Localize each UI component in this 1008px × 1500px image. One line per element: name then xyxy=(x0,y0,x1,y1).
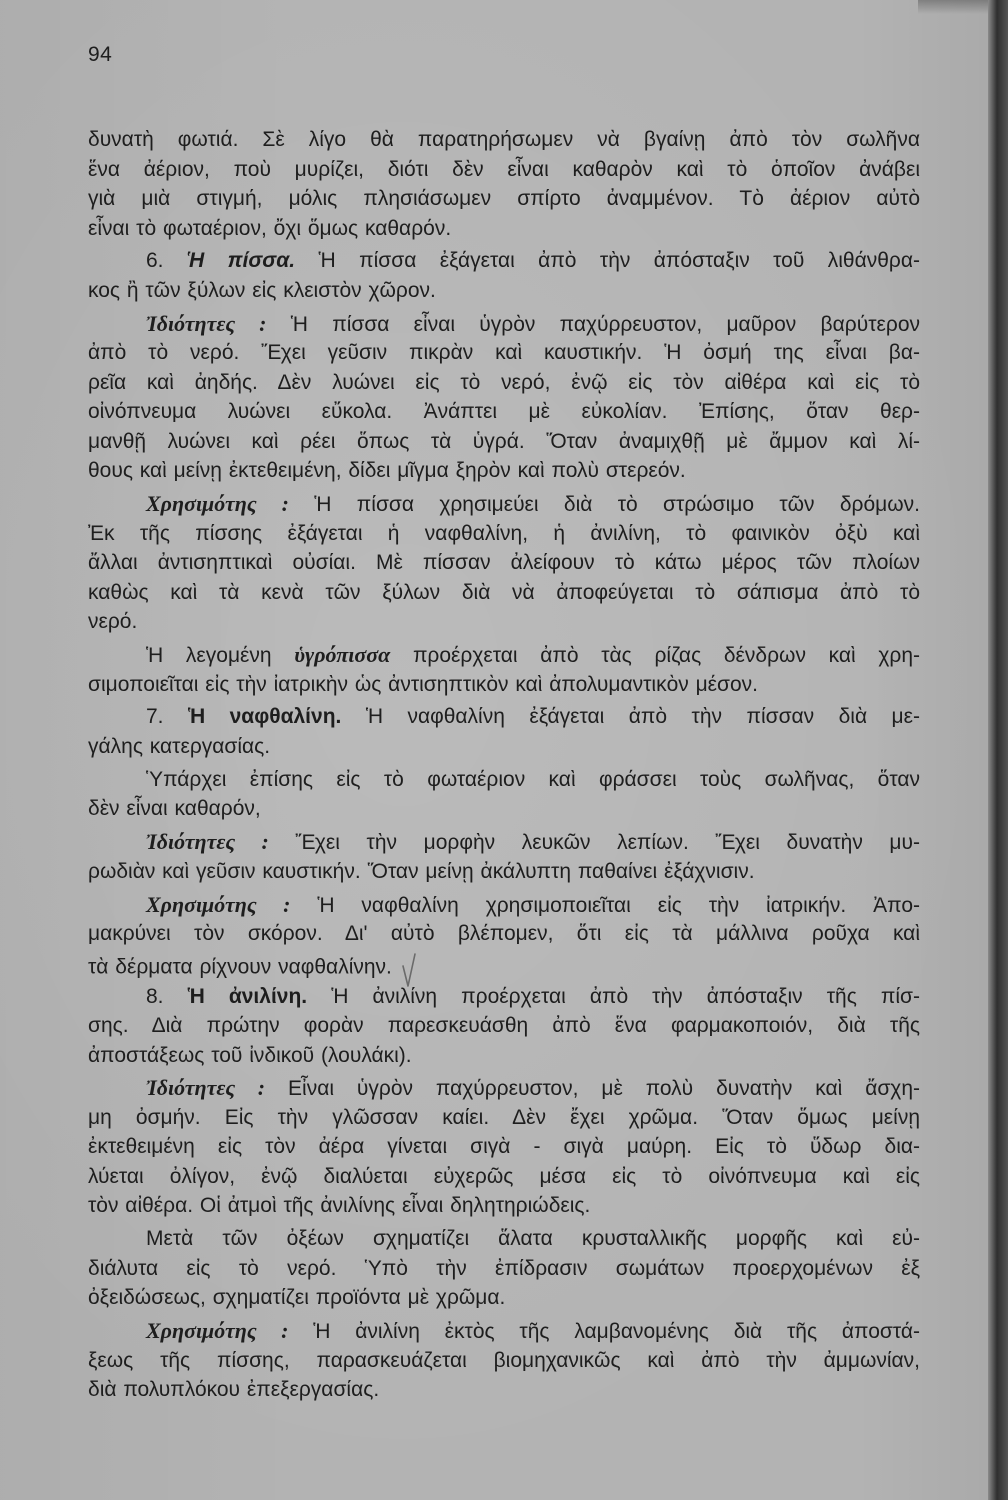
section-title: Ἡ ἀνιλίνη. xyxy=(187,984,308,1008)
text-line: διὰ πολυπλόκου ἐπεξεργασίας. xyxy=(88,1378,380,1402)
text-line: διάλυτα εἰς τὸ νερό. Ὑπὸ τὴν ἐπίδρασιν σωμάτων προερχομένων ἐξ xyxy=(88,1256,920,1280)
section-8-properties xyxy=(88,1073,920,1221)
text-line: δὲν εἶναι καθαρόν, xyxy=(88,797,261,821)
uses-label: Χρησιμότης : xyxy=(146,891,291,917)
text-line: δυνατὴ φωτιά. Σὲ λίγο θὰ παρατηρήσωμεν νὰ βγαίνῃ ἀπὸ τὸν σωλῆνα xyxy=(88,128,920,151)
text-line xyxy=(88,702,920,732)
text-line: τὸν αἰθέρα. Οἱ ἀτμοὶ τῆς ἀνιλίνης εἶναι δηλητηριώδεις. xyxy=(88,1194,591,1218)
line-text: Ἡ ναφθαλίνη ἐξάγεται ἀπὸ τὴν πίσσαν διὰ με- xyxy=(365,705,921,729)
text-line xyxy=(88,982,920,1012)
section-7-properties xyxy=(88,827,920,886)
line-text: Ἡ ναφθαλίνη χρησιμοποιεῖται εἰς τὴν ἰατρικήν. Ἀπο- xyxy=(317,893,921,917)
line-text: τὰ δέρματα ρίχνουν ναφθαλίνην. xyxy=(88,955,392,979)
text-line xyxy=(88,827,920,857)
text-line xyxy=(88,309,920,339)
text-line xyxy=(88,1073,920,1103)
text-line: καθὼς καὶ τὰ κενὰ τῶν ξύλων διὰ νὰ ἀποφεύγεται τὸ σάπισμα ἀπὸ τὸ xyxy=(88,580,920,604)
section-7-uses xyxy=(88,890,920,979)
text-line: εἶναι τὸ φωταέριον, ὄχι ὅμως καθαρόν. xyxy=(88,216,452,240)
section-6-properties xyxy=(88,309,920,486)
section-7-heading-paragraph xyxy=(88,702,920,761)
text-line: γάλης κατεργασίας. xyxy=(88,734,271,758)
text-line xyxy=(88,949,920,979)
text-line: ρεῖα καὶ ἀηδής. Δὲν λυώνει εἰς τὸ νερό, ἐνῷ εἰς τὸν αἰθέρα καὶ εἰς τὸ xyxy=(88,370,920,394)
text-line xyxy=(88,640,920,670)
section-number: 7. xyxy=(146,705,164,729)
text-line: Μετὰ τῶν ὀξέων σχηματίζει ἅλατα κρυσταλλικῆς μορφῆς καὶ εὐ- xyxy=(146,1227,920,1251)
text-line: σιμοποιεῖται εἰς τὴν ἰατρικὴν ὡς ἀντισηπτικὸν καὶ ἀπολυμαντικὸν μέσον. xyxy=(88,672,759,696)
line-text: Ἡ πίσσα χρησιμεύει διὰ τὸ στρώσιμο τῶν δρόμων. xyxy=(314,493,920,517)
text-line: ἐκτεθειμένη εἰς τὸν ἀέρα γίνεται σιγὰ - σιγὰ μαύρη. Εἰς τὸ ὕδωρ δια- xyxy=(88,1135,920,1159)
text-line: ἀπὸ τὸ νερό. Ἔχει γεῦσιν πικρὰν καὶ καυστικήν. Ἡ ὀσμή της εἶναι βα- xyxy=(88,341,920,365)
line-text: Εἶναι ὑγρὸν παχύρρευστον, μὲ πολὺ δυνατὴν καὶ ἄσχη- xyxy=(288,1077,920,1101)
text-line: λύεται ὀλίγον, ἐνῷ διαλύεται εὐχερῶς μέσα εἰς τὸ οἰνόπνευμα καὶ εἰς xyxy=(88,1164,920,1188)
section-number: 8. xyxy=(146,984,164,1008)
page-body xyxy=(88,125,920,1405)
pencil-check-mark xyxy=(400,952,418,990)
text-line: οἰνόπνευμα λυώνει εὔκολα. Ἀνάπτει μὲ εὐκολίαν. Ἐπίσης, ὅταν θερ- xyxy=(88,400,920,424)
text-line: σης. Διὰ πρώτην φορὰν παρεσκευάσθη ἀπὸ ἕνα φαρμακοποιόν, διὰ τῆς xyxy=(88,1014,920,1038)
section-7-extra xyxy=(88,765,920,824)
line-text: προέρχεται ἀπὸ τὰς ρίζας δένδρων καὶ χρη- xyxy=(412,644,921,668)
page-corner-shadow xyxy=(918,0,988,14)
line-text: Ἡ λεγομένη xyxy=(146,644,272,668)
uses-label: Χρησιμότης : xyxy=(146,491,289,517)
text-line xyxy=(88,890,920,920)
text-line: μακρύνει τὸν σκόρον. Δι' αὐτὸ βλέπομεν, ὅτι εἰς τὰ μάλλινα ροῦχα καὶ xyxy=(88,922,920,946)
section-6-uses xyxy=(88,489,920,637)
line-text: Ἡ ἀνιλίνη ἐκτὸς τῆς λαμβανομένης διὰ τῆς ἀποστά- xyxy=(313,1320,920,1344)
text-line: ἄλλαι ἀντισηπτικαὶ οὐσίαι. Μὲ πίσσαν ἀλείφουν τὸ κάτω μέρος τῶν πλοίων xyxy=(88,551,920,575)
paragraph-intro xyxy=(88,125,920,243)
text-line: κος ἢ τῶν ξύλων εἰς κλειστὸν χῶρον. xyxy=(88,278,436,302)
text-line: νερό. xyxy=(88,610,138,634)
section-8-uses xyxy=(88,1316,920,1405)
text-line: ξεως τῆς πίσσης, παρασκευάζεται βιομηχανικῶς καὶ ἀπὸ τὴν ἀμμωνίαν, xyxy=(88,1348,920,1372)
text-line: θους καὶ μείνῃ ἐκτεθειμένη, δίδει μῖγμα ξηρὸν καὶ πολὺ στερεόν. xyxy=(88,459,686,483)
section-title: Ἡ ναφθαλίνη. xyxy=(187,705,342,729)
uses-label: Χρησιμότης : xyxy=(146,1318,289,1344)
text-line xyxy=(88,489,920,519)
page-number: 94 xyxy=(88,43,113,66)
text-line: Ἐκ τῆς πίσσης ἐξάγεται ἡ ναφθαλίνη, ἡ ἀνιλίνη, τὸ φαινικὸν ὀξὺ καὶ xyxy=(88,521,920,545)
text-line: ὀξειδώσεως, σχηματίζει προϊόντα μὲ χρῶμα. xyxy=(88,1286,506,1310)
page-edge-shadow xyxy=(988,0,1008,1500)
text-line: Ὑπάρχει ἐπίσης εἰς τὸ φωταέριον καὶ φράσσει τοὺς σωλῆνας, ὅταν xyxy=(146,767,920,791)
line-text: Ἡ πίσσα ἐξάγεται ἀπὸ τὴν ἀπόσταξιν τοῦ λιθάνθρα- xyxy=(318,249,920,273)
section-title: Ἡ πίσσα. xyxy=(186,249,296,273)
text-line: ἕνα ἀέριον, ποὺ μυρίζει, διότι δὲν εἶναι καθαρὸν καὶ τὸ ὁποῖον ἀνάβει xyxy=(88,157,920,181)
text-line: ρωδιὰν καὶ γεῦσιν καυστικήν. Ὅταν μείνῃ ἀκάλυπτη παθαίνει ἐξάχνισιν. xyxy=(88,859,755,883)
text-line: γιὰ μιὰ στιγμή, μόλις πλησιάσωμεν σπίρτο ἀναμμένον. Τὸ ἀέριον αὐτὸ xyxy=(88,187,920,210)
section-6-hygropissa xyxy=(88,640,920,699)
text-line: μανθῇ λυώνει καὶ ρέει ὅπως τὰ ὑγρά. Ὅταν ἀναμιχθῇ μὲ ἄμμον καὶ λί- xyxy=(88,429,920,453)
line-text: Ἔχει τὴν μορφὴν λευκῶν λεπίων. Ἔχει δυνατὴν μυ- xyxy=(295,831,921,855)
text-line xyxy=(88,1316,920,1346)
properties-label: Ἰδιότητες : xyxy=(146,310,267,336)
line-text: Ἡ ἀνιλίνη προέρχεται ἀπὸ τὴν ἀπόσταξιν τῆς πίσ- xyxy=(331,984,920,1008)
text-line: ἀποστάξεως τοῦ ἰνδικοῦ (λουλάκι). xyxy=(88,1043,412,1067)
section-8-heading-paragraph xyxy=(88,982,920,1071)
section-6-heading-paragraph xyxy=(88,246,920,305)
section-number: 6. xyxy=(146,249,164,273)
properties-label: Ἰδιότητες : xyxy=(146,829,269,855)
text-line: μη ὀσμήν. Εἰς τὴν γλῶσσαν καίει. Δὲν ἔχει χρῶμα. Ὅταν ὅμως μείνῃ xyxy=(88,1105,920,1129)
text-line xyxy=(88,246,920,276)
properties-label: Ἰδιότητες : xyxy=(146,1075,266,1101)
line-text: Ἡ πίσσα εἶναι ὑγρὸν παχύρρευστον, μαῦρον βαρύτερον xyxy=(290,312,920,336)
emphasized-term: ὑγρόπισσα xyxy=(294,642,391,668)
section-8-salts xyxy=(88,1224,920,1313)
